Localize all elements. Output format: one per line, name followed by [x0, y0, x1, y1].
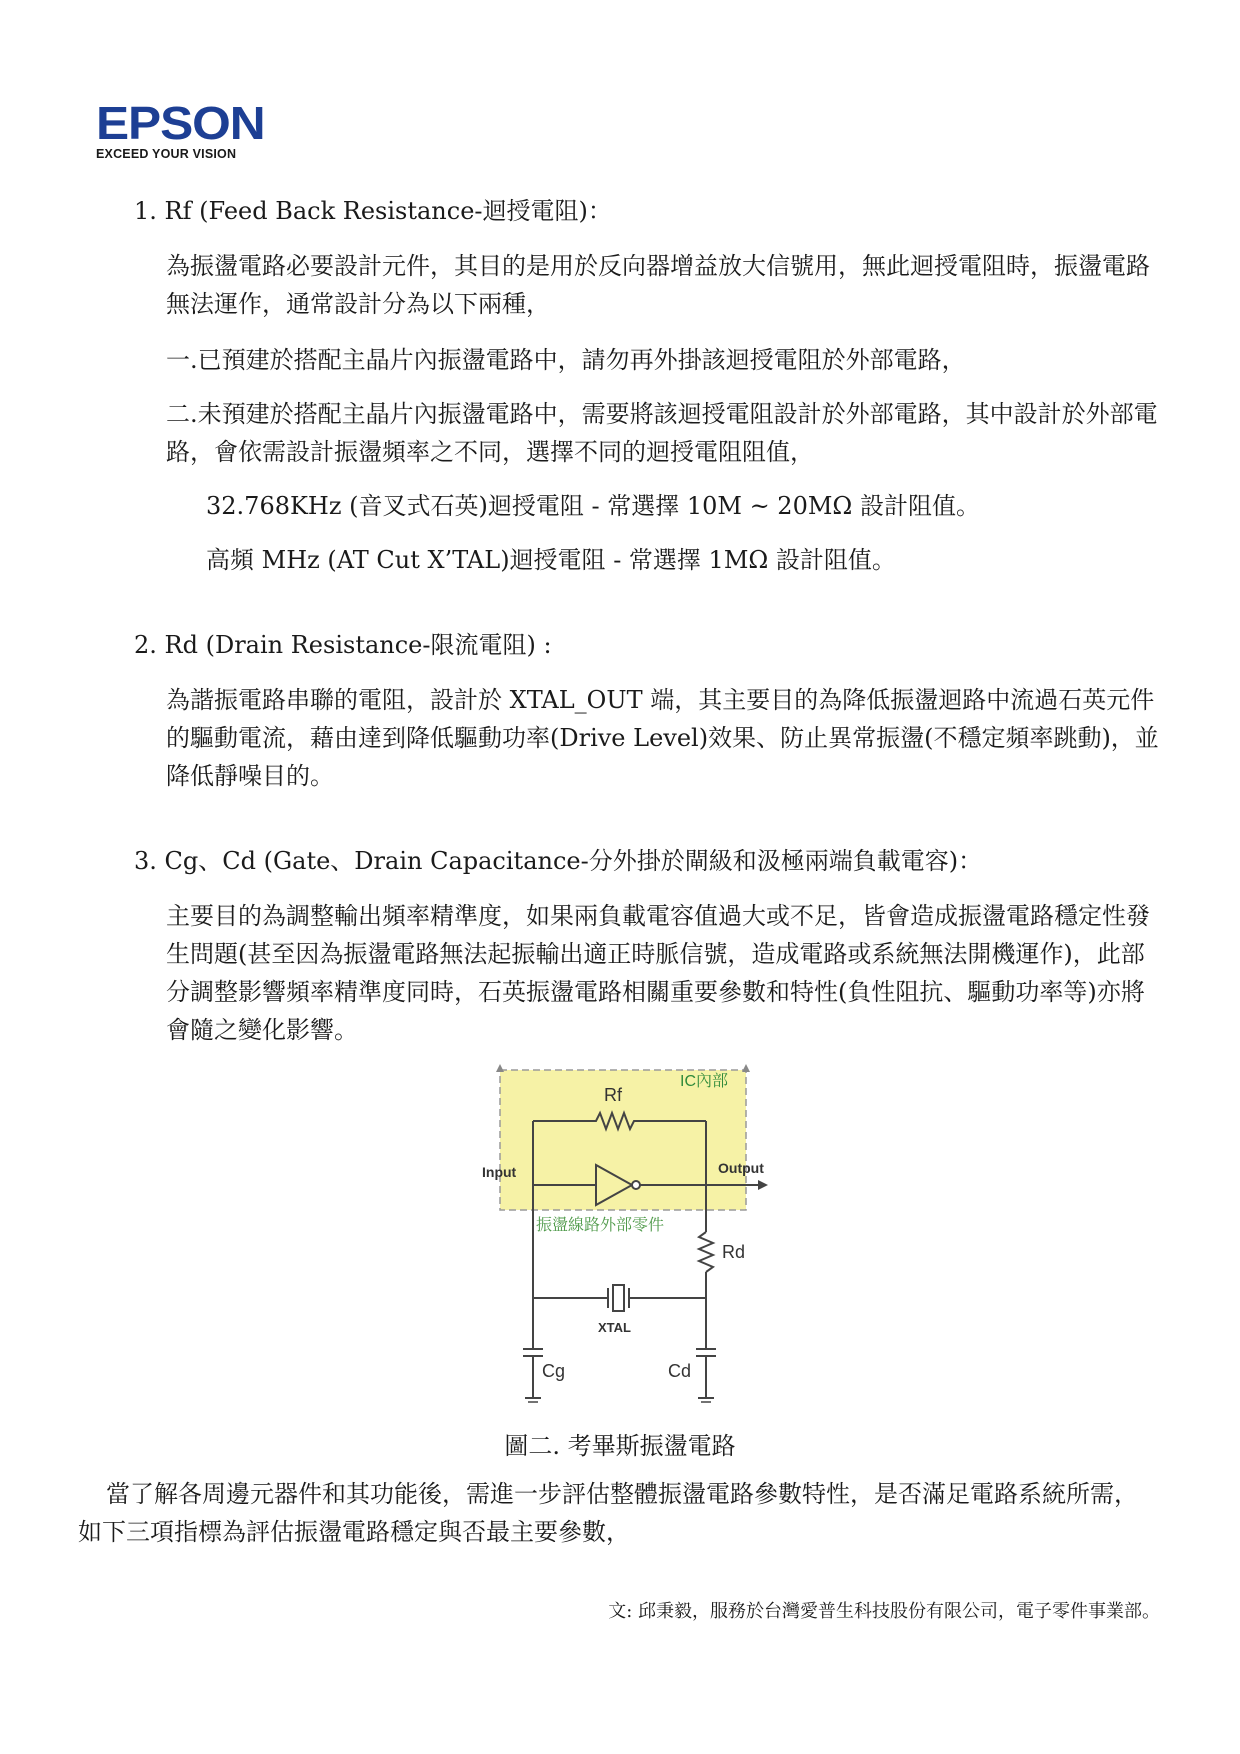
section3-heading: 3. Cg、Cd (Gate、Drain Capacitance-分外掛於閘級和汲極兩端負載電容)：	[134, 847, 983, 875]
section3-paragraph: 主要目的為調整輸出頻率精準度，如果兩負載電容值過大或不足，皆會造成振盪電路穩定性發生問題(甚至因為振盪電路無法起振輸出適正時脈信號，造成電路或系統無法開機運作)，此部分調整影響頻率精準度同時，石英振盪電路相關重要參數和特性(負性阻抗、驅動功率等)亦將會隨之變化影響。	[166, 902, 1150, 1044]
section2-paragraph: 為諧振電路串聯的電阻，設計於 XTAL_OUT 端，其主要目的為降低振盪迴路中流過石英元件的驅動電流，藉由達到降低驅動功率(Drive Level)效果、防止異常振盪(不穩定頻率跳動)，並降低靜噪目的。	[166, 686, 1159, 790]
section1-heading: 1. Rf (Feed Back Resistance-迴授電阻)：	[134, 197, 612, 225]
rd-label: Rd	[722, 1242, 746, 1262]
xtal-crystal	[613, 1285, 624, 1311]
xtal-label: XTAL	[598, 1320, 631, 1335]
section1-sub2: 高頻 MHz (AT Cut X’TAL)迴授電阻 - 常選擇 1MΩ 設計阻值。	[206, 546, 896, 574]
author-footer: 文: 邱秉毅，服務於台灣愛普生科技股份有限公司，電子零件事業部。	[608, 1601, 1160, 1622]
epson-logo	[96, 97, 265, 161]
section1-item1: 一.已預建於搭配主晶片內振盪電路中，請勿再外掛該迴授電阻於外部電路，	[166, 346, 966, 374]
colpitts-oscillator-diagram	[478, 1064, 778, 1404]
output-arrow	[758, 1180, 768, 1190]
rf-label: Rf	[604, 1085, 622, 1105]
logo-tagline: EXCEED YOUR VISION	[96, 147, 237, 161]
ic-region-arrow-right	[742, 1064, 750, 1072]
figure-caption: 圖二. 考畢斯振盪電路	[504, 1432, 736, 1460]
rd-resistor	[699, 1232, 713, 1272]
cd-label: Cd	[668, 1361, 692, 1381]
output-label: Output	[718, 1160, 764, 1176]
ic-internal-label: IC內部	[680, 1073, 729, 1090]
ic-region-arrow-left	[496, 1064, 504, 1072]
cg-label: Cg	[542, 1361, 566, 1381]
inverter-bubble	[632, 1181, 640, 1189]
section1-paragraph: 為振盪電路必要設計元件，其目的是用於反向器增益放大信號用，無此迴授電阻時，振盪電路無法運作，通常設計分為以下兩種，	[166, 252, 1150, 318]
external-parts-label: 振盪線路外部零件	[536, 1217, 665, 1234]
section1-item2: 二.未預建於搭配主晶片內振盪電路中，需要將該迴授電阻設計於外部電路，其中設計於外部電路，會依需設計振盪頻率之不同，選擇不同的迴授電阻阻值，	[166, 400, 1158, 466]
closing-paragraph: 當了解各周邊元器件和其功能後，需進一步評估整體振盪電路參數特性，是否滿足電路系統所需，如下三項指標為評估振盪電路穩定與否最主要參數，	[78, 1480, 1138, 1546]
section2-heading: 2. Rd (Drain Resistance-限流電阻) :	[134, 631, 552, 659]
section1-sub1: 32.768KHz (音叉式石英)迴授電阻 - 常選擇 10M ~ 20MΩ 設計阻值。	[206, 492, 980, 520]
logo-wordmark: EPSON	[96, 97, 265, 149]
input-label: Input	[482, 1164, 517, 1180]
